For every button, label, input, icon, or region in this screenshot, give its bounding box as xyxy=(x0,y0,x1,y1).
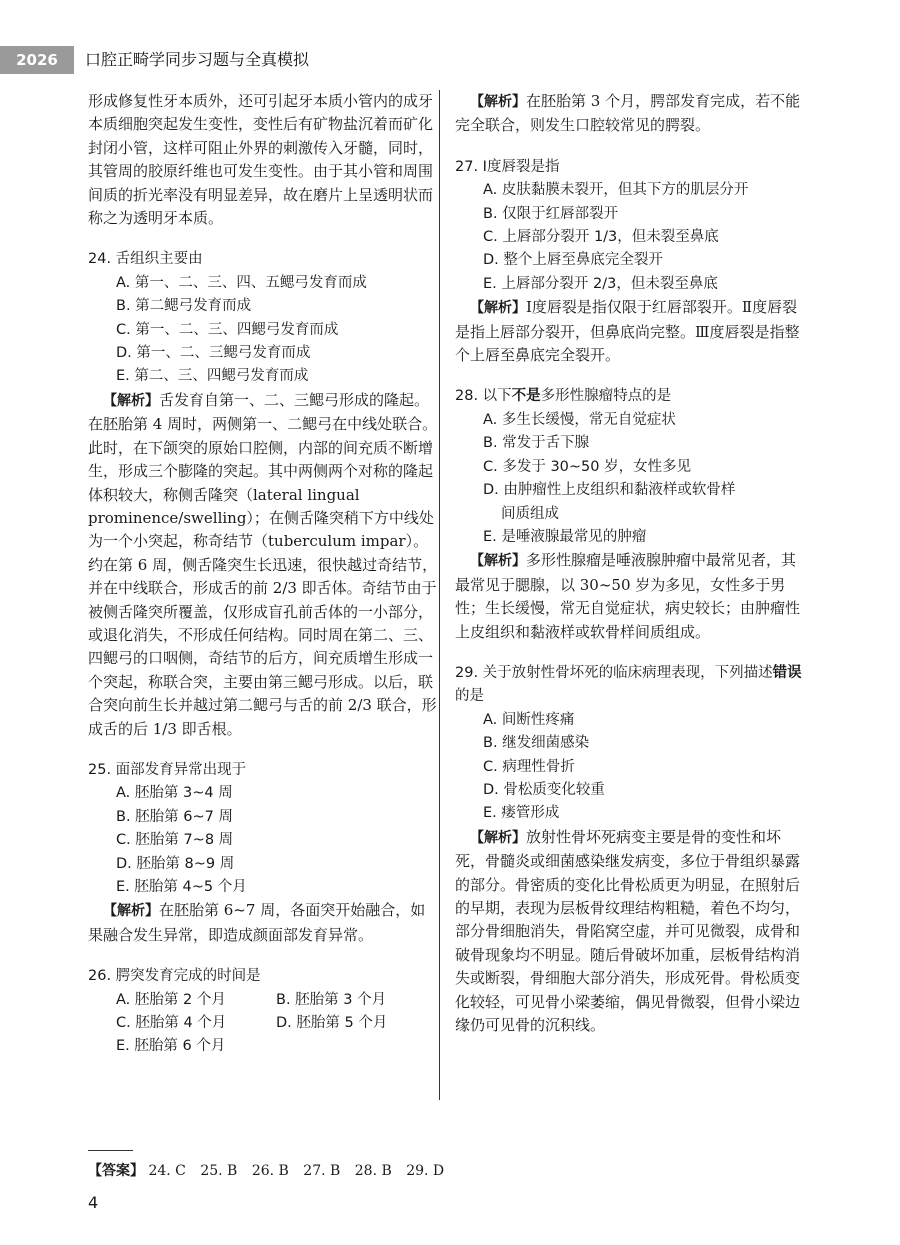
answer-item: 24. C xyxy=(148,1163,186,1179)
question-stem: 24. 舌组织主要由 xyxy=(88,251,203,268)
answer-item: 26. B xyxy=(251,1163,289,1179)
question-26 xyxy=(88,965,438,1059)
question-stem xyxy=(455,385,805,408)
option-c: C. 胚胎第 7~8 周 xyxy=(116,832,234,849)
stem-emphasis: 错误 xyxy=(772,664,802,681)
option-e: E. 胚胎第 4~5 个月 xyxy=(116,879,247,895)
page-number: 4 xyxy=(88,1193,99,1212)
right-column xyxy=(455,90,805,1037)
option-e: E. 上唇部分裂开 2/3，但未裂至鼻底 xyxy=(483,275,718,292)
explanation-text: 在胚胎第 6~7 周，各面突开始融合，如果融合发生异常，即造成颜面部发育异常。 xyxy=(88,901,426,944)
left-column xyxy=(88,90,438,1059)
option-a: A. 胚胎第 3~4 周 xyxy=(116,785,233,802)
explanation-text: 在胚胎第 3 个月，腭部发育完成，若不能完全联合，则发生口腔较常见的腭裂。 xyxy=(455,92,801,135)
stem-text: 的是 xyxy=(455,688,484,705)
explanation xyxy=(88,899,438,947)
stem-text: 28. 以下 xyxy=(455,388,512,405)
option-e: E. 是唾液腺最常见的肿瘤 xyxy=(483,528,647,545)
stem-text: 多形性腺瘤特点的是 xyxy=(540,388,672,405)
option-d-continued: 间质组成 xyxy=(501,505,559,522)
column-divider xyxy=(439,90,440,1100)
answer-key-label: 【答案】 xyxy=(88,1163,144,1179)
question-stem: 25. 面部发育异常出现于 xyxy=(88,761,247,778)
intro-paragraph: 形成修复性牙本质外，还可引起牙本质小管内的成牙本质细胞突起发生变性，变性后有矿物盐沉着而矿化封闭小管，这样可阻止外界的刺激传入牙髓，同时，其管周的胶原纤维也可发生变性。由于其小管和周围间质的折光率没有明显差异，故在磨片上呈透明状而称之为透明牙本质。 xyxy=(88,92,434,228)
footer-rule xyxy=(88,1150,133,1151)
explanation-label: 【解析】 xyxy=(470,829,526,846)
answer-key xyxy=(88,1160,454,1180)
option-b: B. 胚胎第 6~7 周 xyxy=(116,808,233,825)
option-d: D. 由肿瘤性上皮组织和黏液样或软骨样 xyxy=(483,482,736,499)
option-d: D. 整个上唇至鼻底完全裂开 xyxy=(483,252,663,269)
year-badge: 2026 xyxy=(0,46,74,74)
explanation xyxy=(455,549,805,644)
page-header xyxy=(0,46,900,74)
explanation xyxy=(455,826,805,1038)
question-24 xyxy=(88,248,438,741)
question-stem: 26. 腭突发育完成的时间是 xyxy=(88,968,261,985)
option-a: A. 间断性疼痛 xyxy=(483,711,575,728)
answer-item: 25. B xyxy=(200,1163,238,1179)
option-d: D. 第一、二、三鳃弓发育而成 xyxy=(116,345,311,362)
explanation-text: 放射性骨坏死病变主要是骨的变性和坏死，骨髓炎或细菌感染继发病变，多位于骨组织暴露的部分。骨密质的变化比骨松质更为明显，在照射后的早期，表现为层板骨纹理结构粗糙，着色不均匀，部分骨细胞消失，骨陷窝空虚，并可见微裂，成骨和破骨现象均不明显。随后骨破坏加重，层板骨结构消失或断裂，骨细胞大部分消失，形成死骨。骨松质变化较轻，可见骨小梁萎缩，偶见骨微裂，但骨小梁边缘仍可见骨的沉积线。 xyxy=(455,827,801,1035)
explanation-label: 【解析】 xyxy=(103,903,159,920)
option-row xyxy=(88,1012,438,1035)
option-b: B. 仅限于红唇部裂开 xyxy=(483,205,619,222)
option-a: A. 第一、二、三、四、五鳃弓发育而成 xyxy=(116,274,367,291)
question-stem: 27. Ⅰ度唇裂是指 xyxy=(455,158,560,175)
explanation-label: 【解析】 xyxy=(103,392,159,409)
stem-text: 29. 关于放射性骨坏死的临床病理表现，下列描述 xyxy=(455,664,773,681)
option-a: A. 皮肤黏膜未裂开，但其下方的肌层分开 xyxy=(483,182,749,199)
answer-item: 27. B xyxy=(303,1163,341,1179)
explanation-text: 多形性腺瘤是唾液腺肿瘤中最常见者，其最常见于腮腺，以 30~50 岁为多见，女性多于男性；生长缓慢，常无自觉症状，病史较长；由肿瘤性上皮组织和黏液样或软骨样间质组成。 xyxy=(455,551,801,641)
option-b: B. 第二鳃弓发育而成 xyxy=(116,298,252,315)
option-b: B. 胚胎第 3 个月 xyxy=(276,991,387,1008)
option-b: B. 常发于舌下腺 xyxy=(483,435,590,452)
option-d: D. 胚胎第 5 个月 xyxy=(276,1015,388,1032)
explanation xyxy=(88,389,438,741)
explanation xyxy=(455,296,805,367)
explanation-text: 舌发育自第一、二、三鳃弓形成的隆起。在胚胎第 4 周时，两侧第一、二鳃弓在中线处联合。此时，在下颌突的原始口腔侧，内部的间充质不断增生，形成三个膨隆的突起。其中两侧两个对称的隆起体积较大，称侧舌隆突（lateral lingual prominence/swelling）；在侧舌隆突稍下方中线处为一个小突起，称奇结节（tuberculum impar）。约在第 6 周，侧舌隆突生长迅速，很快越过奇结节，并在中线联合，形成舌的前 2/3 即舌体。奇结节由于被侧舌隆突所覆盖，仅形成盲孔前舌体的一小部分，或退化消失，不形成任何结构。同时周在第二、三、四鳃弓的口咽侧，奇结节的后方，间充质增生形成一个突起，称联合突，主要由第三鳃弓形成。以后，联合突向前生长并越过第二鳃弓与舌的前 2/3 联合，形成舌的后 1/3 即舌根。 xyxy=(88,390,438,738)
book-title: 口腔正畸学同步习题与全真模拟 xyxy=(85,50,310,69)
option-a: A. 胚胎第 2 个月 xyxy=(116,991,226,1008)
option-c: C. 多发于 30~50 岁，女性多见 xyxy=(483,458,692,475)
option-e: E. 瘘管形成 xyxy=(483,805,560,822)
answer-item: 28. B xyxy=(354,1163,392,1179)
option-c: C. 胚胎第 4 个月 xyxy=(116,1015,227,1032)
stem-emphasis: 不是 xyxy=(511,388,541,405)
option-d: D. 胚胎第 8~9 周 xyxy=(116,855,235,872)
explanation-label: 【解析】 xyxy=(470,94,526,110)
question-29 xyxy=(455,662,805,1038)
option-a: A. 多生长缓慢，常无自觉症状 xyxy=(483,411,676,428)
explanation-label: 【解析】 xyxy=(470,553,526,570)
question-stem xyxy=(455,662,805,709)
option-e: E. 第二、三、四鳃弓发育而成 xyxy=(116,368,309,385)
explanation-text: Ⅰ度唇裂是指仅限于红唇部裂开。Ⅱ度唇裂是指上唇部分裂开，但鼻底尚完整。Ⅲ度唇裂是指整个上唇至鼻底完全裂开。 xyxy=(455,298,800,365)
option-b: B. 继发细菌感染 xyxy=(483,735,590,752)
option-c: C. 第一、二、三、四鳃弓发育而成 xyxy=(116,321,339,338)
explanation-q26 xyxy=(455,90,805,138)
question-28 xyxy=(455,385,805,643)
option-c: C. 上唇部分裂开 1/3，但未裂至鼻底 xyxy=(483,229,719,246)
question-27 xyxy=(455,156,805,368)
option-c: C. 病理性骨折 xyxy=(483,758,575,775)
option-e: E. 胚胎第 6 个月 xyxy=(116,1038,226,1055)
explanation-label: 【解析】 xyxy=(470,300,526,317)
answer-item: 29. D xyxy=(406,1163,445,1179)
question-25 xyxy=(88,759,438,947)
option-d: D. 骨松质变化较重 xyxy=(483,781,605,798)
option-row xyxy=(88,989,438,1012)
